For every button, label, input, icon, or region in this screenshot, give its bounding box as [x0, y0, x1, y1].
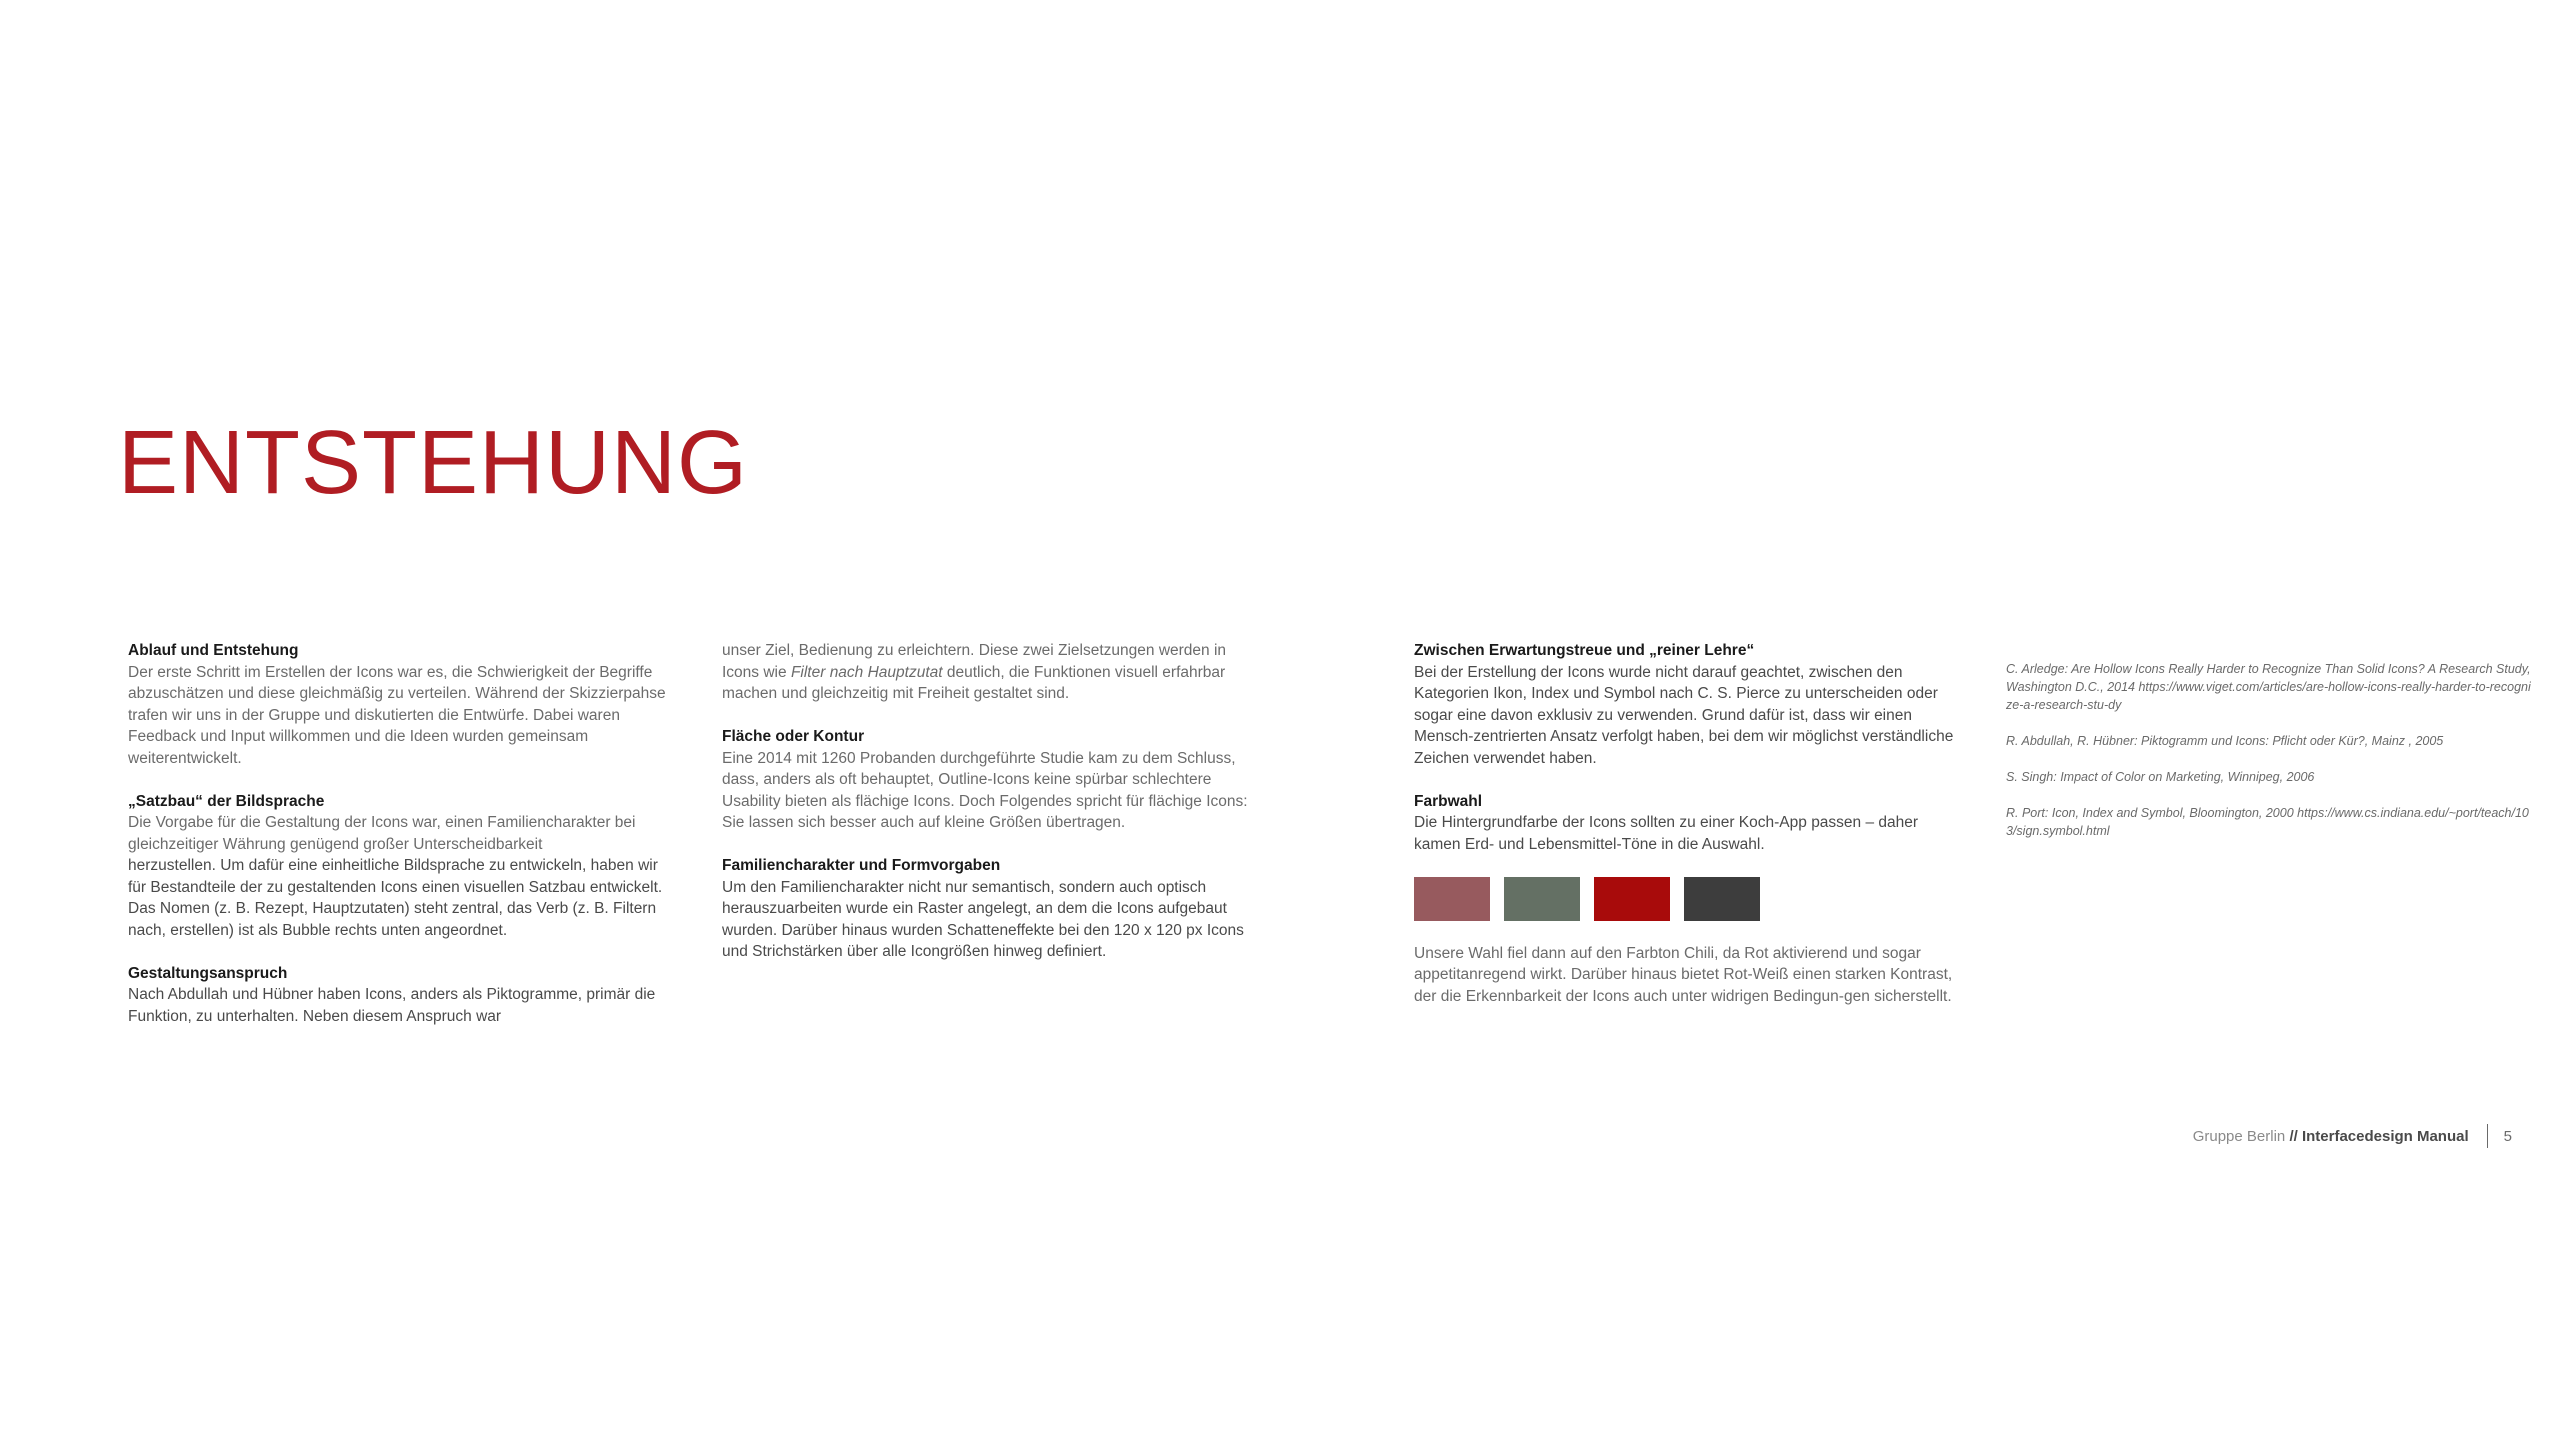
heading-farbwahl: Farbwahl [1414, 792, 1483, 810]
text-gestaltungsanspruch: Nach Abdullah und Hübner haben Icons, anders als Piktogramme, primär die Funktion, zu unterhalten. Neben diesem Anspruch war [128, 986, 656, 1025]
heading-erwartungstreue: Zwischen Erwartungstreue und „reiner Lehre“ [1414, 642, 1755, 659]
text-flaeche: Eine 2014 mit 1260 Probanden durchgeführte Studie kam zu dem Schluss, dass, anders als oft behauptet, Outline-Icons keine spürbar schlechtere Usability bieten als flächige Icons. Doch Folgendes spricht für flächige Icons: Sie lassen sich besser auch auf kleine Größen übertragen. [722, 749, 1248, 831]
reference-4: R. Port: Icon, Index and Symbol, Bloomington, 2000 https://www.cs.indiana.edu/~port/teach/103/sign.symbol.html [2006, 806, 2529, 838]
footer-group: Gruppe Berlin [2192, 1127, 2286, 1145]
text-ziel-b: deutlich, die Funktionen visuell erfahrbar machen und gleichzeitig mit Freiheit gestaltet sind. [722, 663, 1226, 702]
color-swatches [1414, 877, 1954, 921]
swatch-2 [1504, 877, 1580, 921]
column-1 [128, 640, 668, 1049]
page-number: 5 [2503, 1127, 2512, 1145]
text-farbwahl: Die Hintergrundfarbe der Icons sollten zu einer Koch-App passen – daher kamen Erd- und Lebensmittel-Töne in die Auswahl. [1414, 814, 1919, 853]
swatch-3 [1594, 877, 1670, 921]
footer-manual: // Interfacedesign Manual [2289, 1127, 2469, 1145]
text-satzbau-b: herzustellen. Um dafür eine einheitliche Bildsprache zu entwickeln, haben wir für Bestandteile der zu gestaltenden Icons einen visuellen Satzbau entwickelt. Das Nomen (z. B. Rezept, Hauptzutaten) steht zentral, das Verb (z. B. Filtern nach, erstellen) ist als Bubble rechts unten angeordnet. [128, 857, 663, 939]
reference-3: S. Singh: Impact of Color on Marketing, Winnipeg, 2006 [2006, 770, 2315, 784]
text-ziel-a: unser Ziel, Bedienung zu erleichtern. Diese zwei Zielsetzungen werden in Icons wie [722, 642, 1227, 681]
footer-divider [2487, 1124, 2488, 1148]
heading-flaeche: Fläche oder Kontur [722, 728, 865, 745]
column-3 [1414, 640, 1954, 1029]
heading-satzbau: „Satzbau“ der Bildsprache [128, 792, 325, 810]
swatch-4 [1684, 877, 1760, 921]
text-satzbau-a: Die Vorgabe für die Gestaltung der Icons war, einen Familiencharakter bei gleichzeitiger Währung genügend großer Unterscheidbarkeit [128, 814, 636, 853]
text-ziel-italic: Filter nach Hauptzutat [790, 663, 943, 681]
text-familiencharakter: Um den Familiencharakter nicht nur semantisch, sondern auch optisch herauszuarbeiten wurde ein Raster angelegt, an dem die Icons aufgebaut wurden. Darüber hinaus wurden Schatteneffekte bei den 120 x 120 px Icons und Strichstärken über alle Icongrößen hinweg definiert. [722, 878, 1244, 960]
text-ablauf: Der erste Schritt im Erstellen der Icons war es, die Schwierigkeit der Begriffe abzuschätzen und diese gleichmäßig zu verteilen. Während der Skizzierpahse trafen wir uns in der Gruppe und diskutierten die Entwürfe. Dabei waren Feedback und Input willkommen und die Ideen wurden gemeinsam weiterentwickelt. [128, 663, 666, 767]
swatch-1 [1414, 877, 1490, 921]
reference-1: C. Arledge: Are Hollow Icons Really Harder to Recognize Than Solid Icons? A Research Study, Washington D.C., 2014 https://www.viget.com/articles/are-hollow-icons-really-harder-to-recognize-a-research-stu-dy [2006, 662, 2531, 712]
reference-2: R. Abdullah, R. Hübner: Piktogramm und Icons: Pflicht oder Kür?, Mainz , 2005 [2006, 734, 2444, 748]
text-ziel [722, 640, 1262, 705]
heading-gestaltungsanspruch: Gestaltungsanspruch [128, 964, 288, 982]
text-chili: Unsere Wahl fiel dann auf den Farbton Chili, da Rot aktivierend und sogar appetitanregend wirkt. Darüber hinaus bietet Rot-Weiß einen starken Kontrast, der die Erkennbarkeit der Icons auch unter widrigen Bedingun-gen sicherstellt. [1414, 944, 1953, 1005]
references-column [2006, 660, 2536, 858]
page-title: ENTSTEHUNG [118, 413, 749, 513]
text-erwartungstreue: Bei der Erstellung der Icons wurde nicht darauf geachtet, zwischen den Kategorien Ikon, Index und Symbol nach C. S. Pierce zu unterscheiden oder sogar eine davon exklusiv zu verwenden. Grund dafür ist, dass wir einen Mensch-zentrierten Ansatz verfolgt haben, bei dem wir möglichst verständliche Zeichen verwendet haben. [1414, 663, 1954, 767]
heading-ablauf: Ablauf und Entstehung [128, 642, 299, 659]
column-2 [722, 640, 1262, 984]
heading-familiencharakter: Familiencharakter und Formvorgaben [722, 857, 1001, 874]
footer [2193, 1124, 2512, 1148]
